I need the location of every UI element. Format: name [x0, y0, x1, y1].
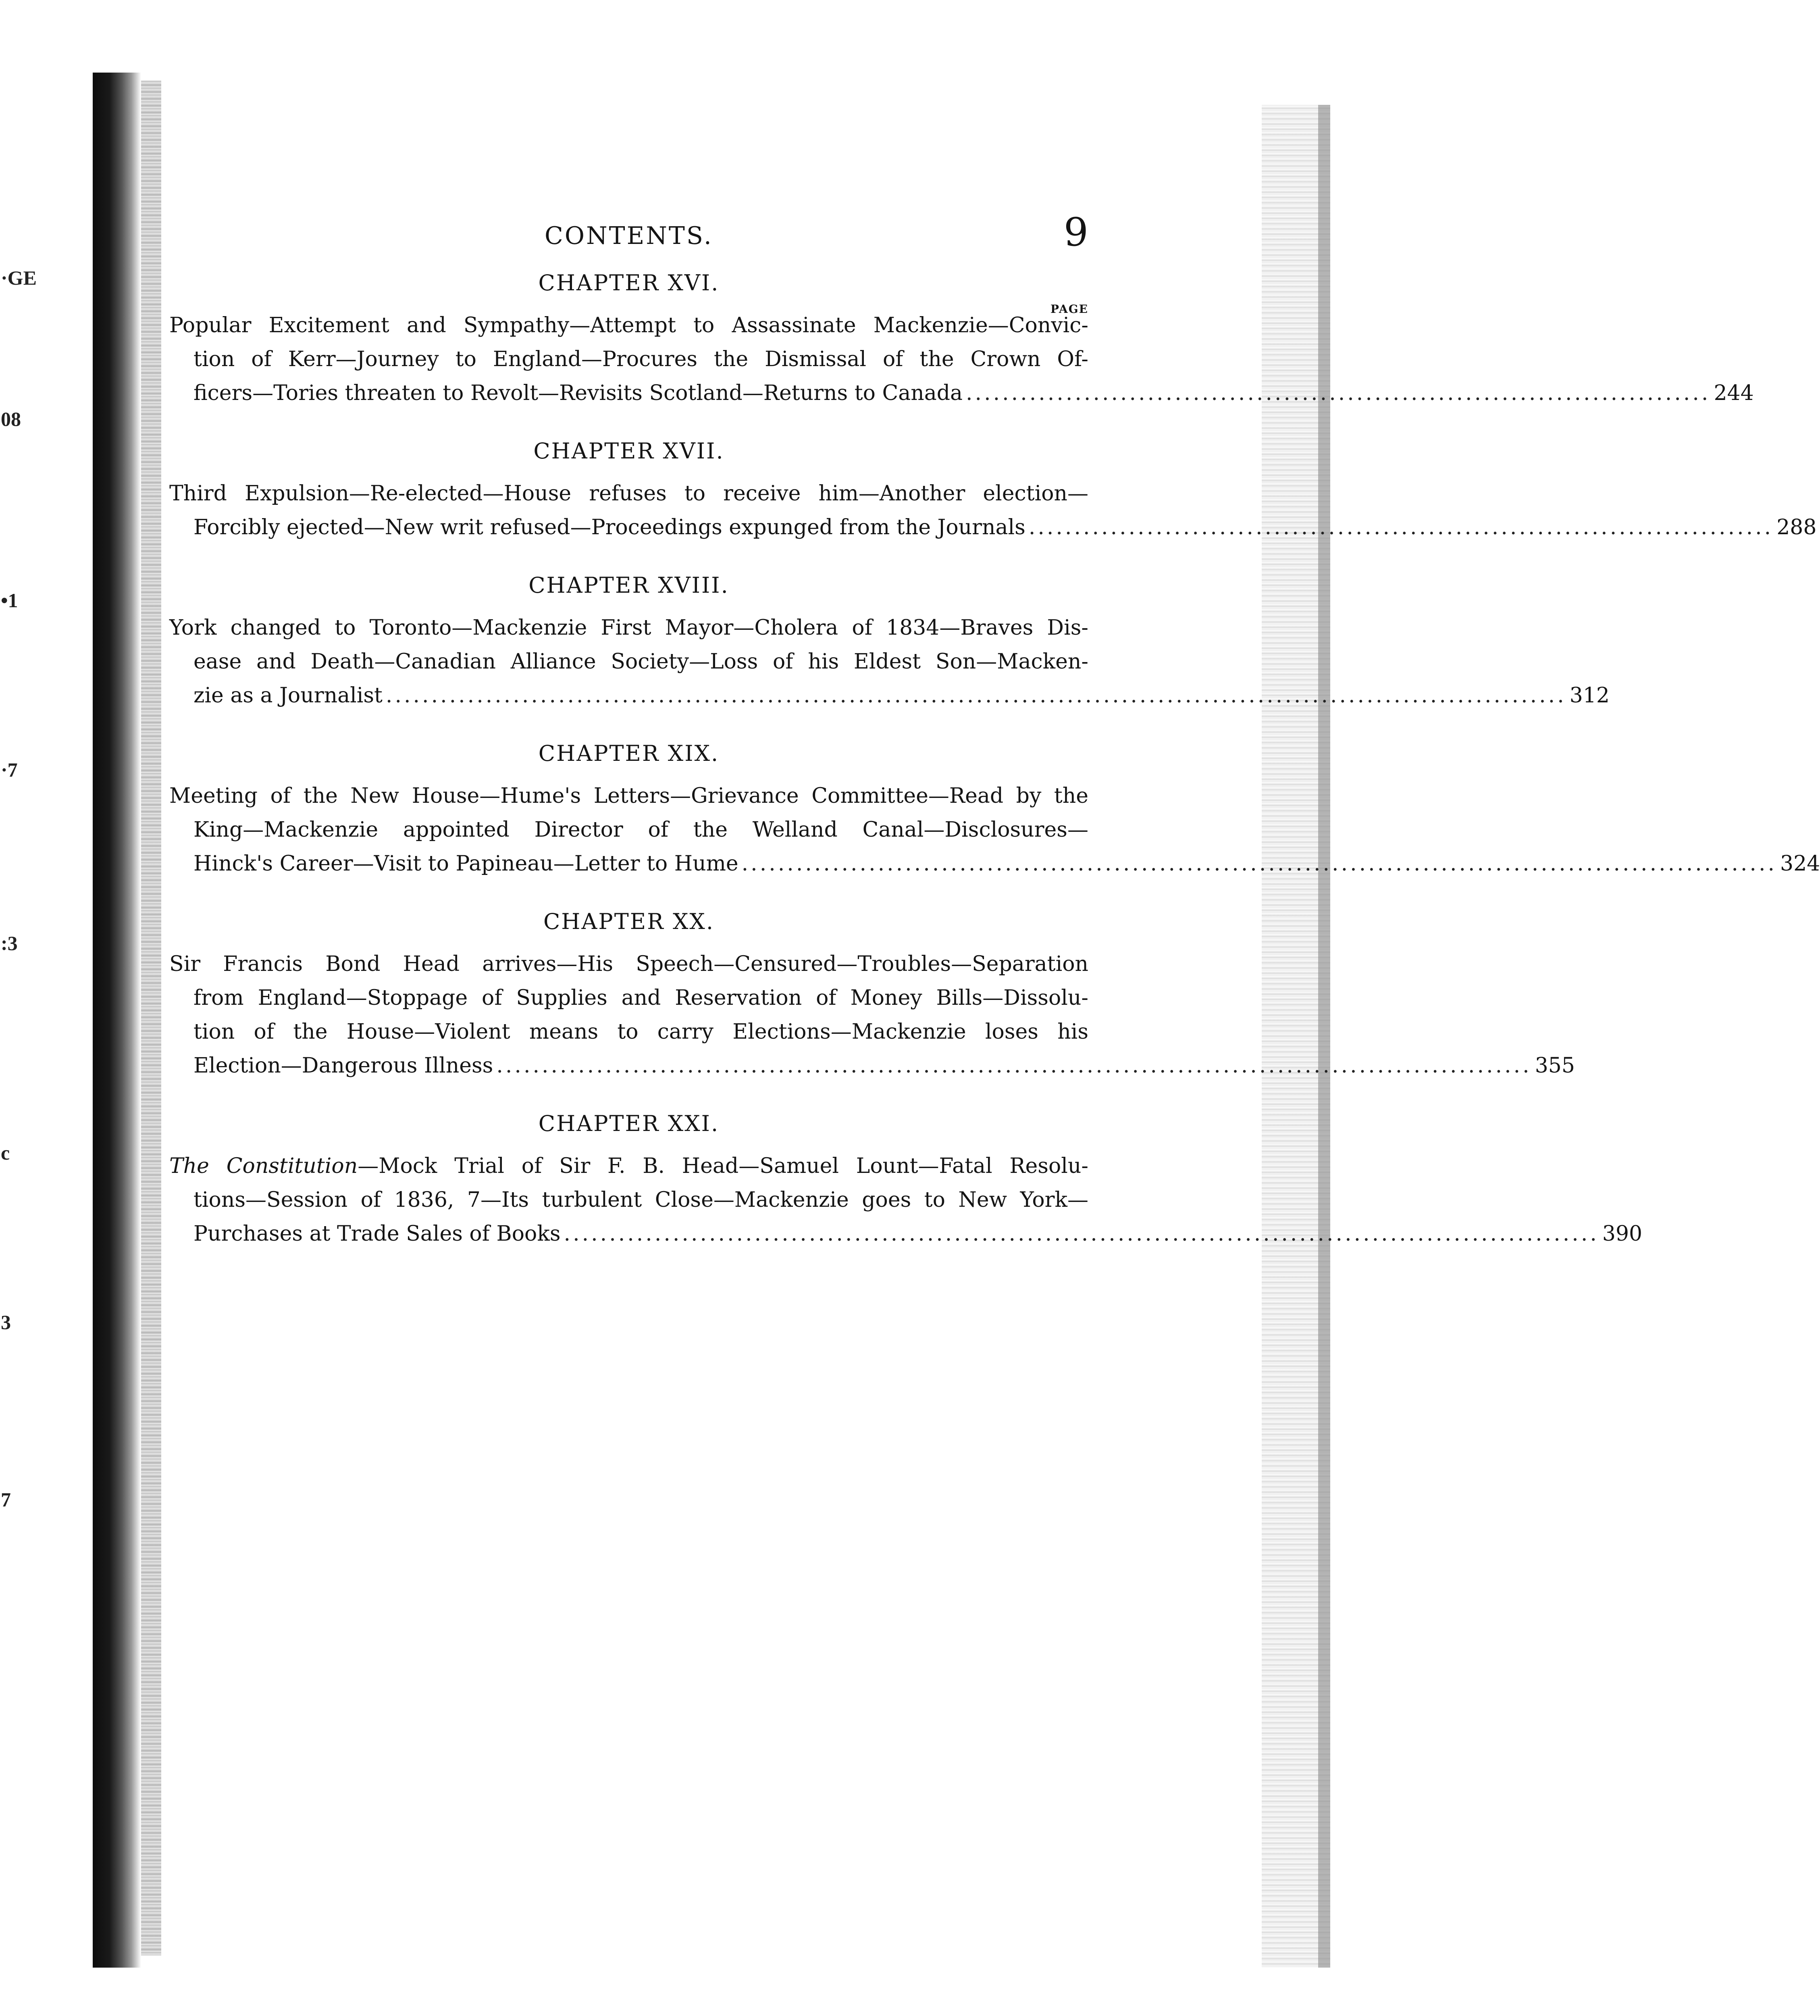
chapter-entry [169, 909, 1575, 1083]
summary-line: ease and Death—Canadian Alliance Society—Loss of his Eldest Son—Macken- [193, 650, 1088, 674]
page-reference: 244 [1714, 381, 1754, 405]
bleed-text: ·7 [1, 758, 18, 781]
chapter-summary [169, 947, 1575, 1083]
summary-line [169, 376, 1754, 410]
page-reference: 288 [1776, 515, 1817, 539]
chapter-summary [169, 611, 1610, 712]
summary-line-text: Election—Dangerous Illness [193, 1054, 493, 1078]
chapter-heading: CHAPTER XXI. [538, 1111, 720, 1136]
summary-line: Sir Francis Bond Head arrives—His Speech—Censured—Troubles—Separation [169, 952, 1088, 976]
summary-line: Meeting of the New House—Hume's Letters—Grievance Committee—Read by the [169, 784, 1088, 808]
chapter-entry [169, 270, 1754, 410]
summary-line-text: Hinck's Career—Visit to Papineau—Letter to Hume [193, 852, 738, 876]
bleed-text: 08 [1, 408, 21, 430]
page-reference: 312 [1569, 683, 1610, 708]
summary-line: Third Expulsion—Re-elected—House refuses to receive him—Another election— [169, 481, 1088, 506]
leader-dots: .................................................................................................................................. [385, 683, 1566, 708]
page-title: CONTENTS. [545, 222, 713, 250]
page-column-label: PAGE [1050, 302, 1088, 316]
chapter-heading: CHAPTER XIX. [538, 741, 720, 766]
bleed-text: ·GE [1, 267, 37, 289]
italic-lead: The Constitution [169, 1154, 358, 1178]
chapter-heading: CHAPTER XX. [543, 909, 715, 934]
page-reference: 390 [1602, 1222, 1643, 1246]
leader-dots: .................................................................................. [966, 381, 1711, 405]
binding-shadow [93, 73, 141, 1968]
summary-line-text: Purchases at Trade Sales of Books [193, 1222, 561, 1246]
page-number: 9 [1063, 210, 1088, 255]
summary-line: York changed to Toronto—Mackenzie First Mayor—Cholera of 1834—Braves Dis- [169, 616, 1088, 640]
chapter-summary [169, 779, 1820, 881]
summary-line-text: Forcibly ejected—New writ refused—Proceedings expunged from the Journals [193, 515, 1025, 539]
bleed-text: :3 [1, 932, 18, 954]
left-margin-bleed [0, 0, 81, 2016]
summary-line: Popular Excitement and Sympathy—Attempt to Assassinate Mackenzie—Convic- [169, 313, 1088, 337]
leader-dots: .................................................................................................................. [564, 1222, 1599, 1246]
chapter-heading: CHAPTER XVIII. [528, 573, 729, 598]
page-reference: 355 [1535, 1054, 1575, 1078]
summary-line [169, 1049, 1575, 1083]
chapter-entry [169, 573, 1610, 712]
chapter-summary [169, 308, 1754, 410]
summary-line: King—Mackenzie appointed Director of the Welland Canal—Disclosures— [193, 818, 1088, 842]
bleed-text: c [1, 1141, 10, 1164]
binding-speckle [141, 81, 161, 1956]
chapter-entry [169, 741, 1820, 881]
summary-line-text: ficers—Tories threaten to Revolt—Revisits Scotland—Returns to Canada [193, 381, 963, 405]
page-reference: 324 [1780, 852, 1820, 876]
summary-line: from England—Stoppage of Supplies and Reservation of Money Bills—Dissolu- [193, 986, 1088, 1010]
summary-line: tions—Session of 1836, 7—Its turbulent Close—Mackenzie goes to New York— [193, 1188, 1088, 1212]
summary-line [169, 1149, 1088, 1183]
summary-line-text: zie as a Journalist [193, 683, 383, 708]
bleed-text: •1 [1, 589, 18, 612]
summary-line [169, 510, 1817, 544]
running-head [169, 210, 1088, 270]
chapter-summary [169, 1149, 1643, 1251]
summary-line [169, 1217, 1643, 1251]
bleed-text: 3 [1, 1311, 11, 1333]
chapter-summary [169, 477, 1817, 544]
chapter-entry [169, 1111, 1643, 1251]
leader-dots: .................................................................................................................. [496, 1054, 1532, 1078]
summary-line [169, 679, 1610, 712]
bleed-text: 7 [1, 1488, 11, 1511]
summary-line [169, 847, 1820, 881]
contents-page [169, 210, 1820, 1251]
chapter-entry [169, 438, 1817, 544]
summary-line: tion of Kerr—Journey to England—Procures the Dismissal of the Crown Of- [193, 347, 1088, 371]
leader-dots: .................................................................................................................. [741, 852, 1777, 876]
chapter-heading: CHAPTER XVI. [538, 270, 720, 296]
chapter-heading: CHAPTER XVII. [533, 438, 724, 464]
summary-line: tion of the House—Violent means to carry Elections—Mackenzie loses his [193, 1020, 1088, 1044]
leader-dots: .................................................................................. [1028, 515, 1774, 539]
summary-line-text: —Mock Trial of Sir F. B. Head—Samuel Lount—Fatal Resolu- [358, 1154, 1088, 1178]
